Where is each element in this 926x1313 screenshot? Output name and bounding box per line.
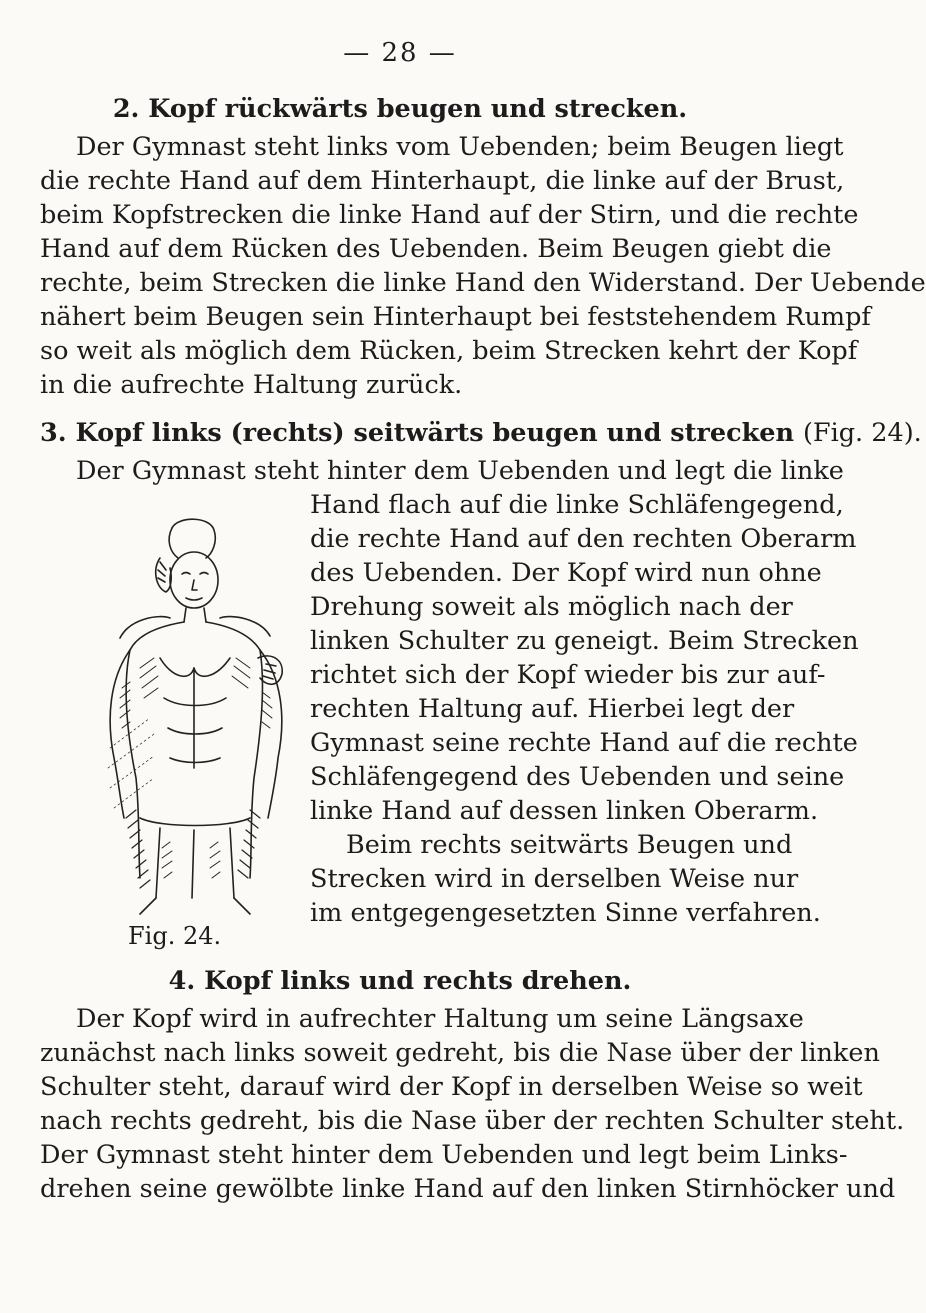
section-3-heading-ref: (Fig. 24). — [802, 418, 922, 448]
section-3-line-12: Beim rechts seitwärts Beugen und — [346, 830, 793, 860]
section-4-line-5: Der Gymnast steht hinter dem Uebenden und legt beim Links- — [40, 1140, 848, 1170]
section-3-line-3: die rechte Hand auf den rechten Oberarm — [310, 524, 857, 554]
section-3-heading — [40, 416, 922, 451]
section-4-line-6: drehen seine gewölbte linke Hand auf den linken Stirnhöcker und — [40, 1174, 896, 1204]
section-3-line-8: rechten Haltung auf. Hierbei legt der — [310, 694, 795, 724]
section-3-line-1: Der Gymnast steht hinter dem Uebenden und legt die linke — [76, 456, 844, 486]
section-2-line-7: so weit als möglich dem Rücken, beim Strecken kehrt der Kopf — [40, 336, 858, 366]
section-3-line-9: Gymnast seine rechte Hand auf die rechte — [310, 728, 858, 758]
section-4-line-2: zunächst nach links soweit gedreht, bis die Nase über der linken — [40, 1038, 880, 1068]
section-4-line-4: nach rechts gedreht, bis die Nase über der rechten Schulter steht. — [40, 1106, 905, 1136]
section-4-line-1: Der Kopf wird in aufrechter Haltung um seine Längsaxe — [76, 1004, 804, 1034]
gymnast-figure-drawing — [100, 518, 300, 920]
section-4-heading: 4. Kopf links und rechts drehen. — [168, 966, 632, 996]
page-number: — 28 — — [343, 38, 457, 68]
section-2-line-4: Hand auf dem Rücken des Uebenden. Beim Beugen giebt die — [40, 234, 832, 264]
section-3-heading-text: 3. Kopf links (rechts) seitwärts beugen und strecken — [40, 418, 795, 448]
section-2-line-3: beim Kopfstrecken die linke Hand auf der Stirn, und die rechte — [40, 200, 859, 230]
section-3-line-6: linken Schulter zu geneigt. Beim Strecken — [310, 626, 859, 656]
section-4-line-3: Schulter steht, darauf wird der Kopf in derselben Weise so weit — [40, 1072, 863, 1102]
section-2-line-1: Der Gymnast steht links vom Uebenden; beim Beugen liegt — [76, 132, 844, 162]
section-3-line-4: des Uebenden. Der Kopf wird nun ohne — [310, 558, 822, 588]
section-2-heading: 2. Kopf rückwärts beugen und strecken. — [112, 94, 688, 124]
section-3-line-2: Hand flach auf die linke Schläfengegend, — [310, 490, 844, 520]
figure-caption: Fig. 24. — [128, 922, 222, 950]
section-2-line-8: in die aufrechte Haltung zurück. — [40, 370, 463, 400]
section-3-line-10: Schläfengegend des Uebenden und seine — [310, 762, 845, 792]
section-3-line-5: Drehung soweit als möglich nach der — [310, 592, 793, 622]
section-2-line-5: rechte, beim Strecken die linke Hand den Widerstand. Der Uebende — [40, 268, 926, 298]
section-2-line-6: nähert beim Beugen sein Hinterhaupt bei feststehendem Rumpf — [40, 302, 871, 332]
section-3-line-7: richtet sich der Kopf wieder bis zur auf- — [310, 660, 826, 690]
section-3-line-11: linke Hand auf dessen linken Oberarm. — [310, 796, 819, 826]
section-2-line-2: die rechte Hand auf dem Hinterhaupt, die linke auf der Brust, — [40, 166, 845, 196]
figure-24-illustration — [100, 518, 300, 920]
section-3-line-13: Strecken wird in derselben Weise nur — [310, 864, 799, 894]
section-3-line-14: im entgegengesetzten Sinne verfahren. — [310, 898, 821, 928]
